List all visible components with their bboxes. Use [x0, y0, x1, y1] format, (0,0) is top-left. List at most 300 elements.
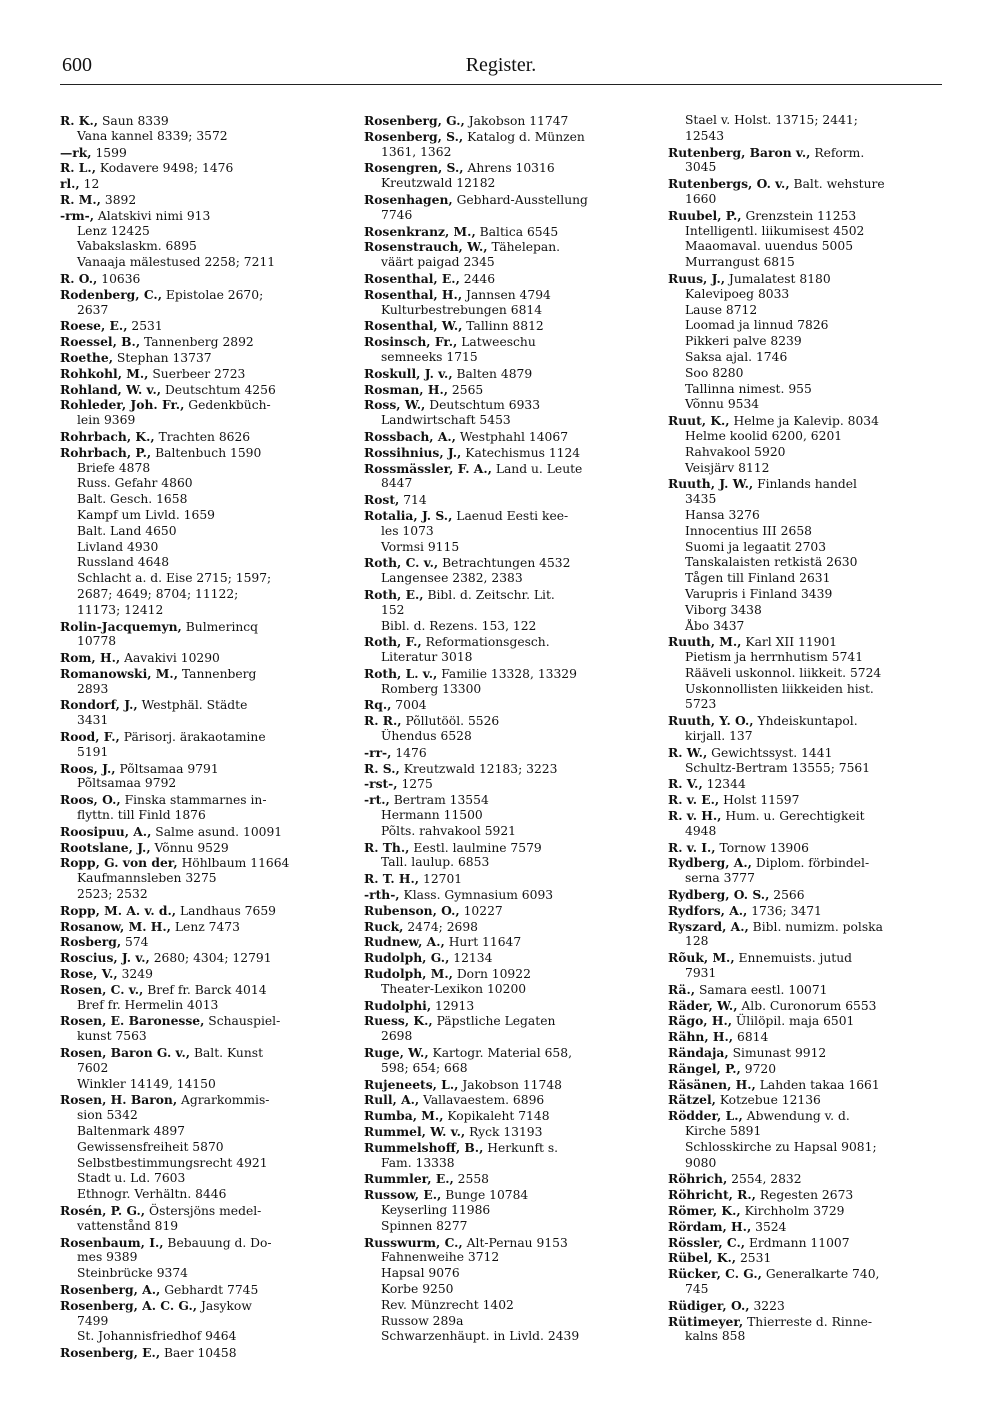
index-subentry: 128 — [685, 934, 709, 949]
entry-text: 9720 — [740, 1061, 777, 1076]
index-entry — [60, 318, 336, 334]
entry-author: Rummel, W. v., — [364, 1124, 466, 1139]
index-entry — [60, 271, 336, 287]
entry-text: Jumalatest 8180 — [725, 271, 831, 286]
index-subentry: väärt paigad 2345 — [381, 255, 495, 270]
entry-author: Roth, F., — [364, 634, 422, 650]
entry-text: Lenz 7473 — [170, 919, 240, 934]
index-subentry: Briefe 4878 — [77, 460, 151, 475]
index-entry — [668, 1187, 944, 1203]
entry-author: R. K., — [60, 113, 99, 128]
index-entry — [364, 192, 640, 208]
index-entry — [364, 1077, 640, 1093]
index-entry — [60, 445, 336, 461]
index-entry — [60, 1298, 336, 1314]
entry-text: Agrarkommis- — [177, 1093, 270, 1108]
entry-author: Räsänen, H., — [668, 1076, 756, 1092]
entry-author: Ruubel, P., — [668, 207, 742, 223]
index-entry — [60, 366, 336, 382]
entry-author: Röhricht, R., — [668, 1187, 756, 1203]
entry-author: Roethe, — [60, 349, 113, 365]
entry-author: Rosenhagen, — [364, 191, 453, 207]
index-subentry: Hansa 3276 — [685, 507, 760, 522]
entry-author: Rändaja, — [668, 1045, 729, 1061]
entry-text: Põltsamaa 9791 — [115, 761, 219, 776]
index-entry — [60, 1203, 336, 1219]
entry-text: Erdmann 11007 — [745, 1235, 850, 1250]
entry-author: Röhrich, — [668, 1171, 728, 1187]
index-entry — [668, 1314, 944, 1330]
entry-author: Rücker, C. G., — [668, 1266, 762, 1282]
index-subentry: Kreutzwald 12182 — [381, 176, 496, 191]
index-subentry: 3045 — [685, 160, 717, 175]
entry-author: Rosenkranz, M., — [364, 223, 476, 239]
index-subentry: Pietism ja herrnhutism 5741 — [685, 650, 864, 665]
index-subentry: Fam. 13338 — [381, 1155, 455, 1170]
index-entry — [364, 966, 640, 982]
index-subentry: Landwirtschaft 5453 — [381, 413, 511, 428]
entry-author: Räder, W., — [668, 997, 738, 1013]
index-entry — [668, 982, 944, 998]
index-entry — [668, 1235, 944, 1251]
entry-text: 1275 — [397, 777, 433, 792]
index-subentry: Rääveli uskonnol. liikkeit. 5724 — [685, 665, 882, 680]
index-entry — [364, 287, 640, 303]
entry-author: R. v. E., — [668, 792, 720, 808]
index-subentry: Murrangust 6815 — [685, 255, 795, 270]
entry-text: 574 — [121, 935, 149, 950]
entry-text: Baltenbuch 1590 — [151, 445, 262, 460]
entry-text: Finlands handel — [753, 477, 857, 492]
index-entry — [60, 1235, 336, 1251]
entry-text: Generalkarte 740, — [761, 1267, 880, 1282]
index-column-2 — [364, 113, 640, 1345]
entry-author: Rubenson, O., — [364, 902, 460, 918]
index-subentry: kunst 7563 — [77, 1029, 147, 1044]
entry-author: Rossihnius, J., — [364, 444, 462, 460]
entry-text: Epistolae 2670; — [161, 287, 264, 302]
page-header — [60, 54, 942, 85]
entry-text: Westphahl 14067 — [455, 429, 569, 444]
entry-text: 1476 — [391, 745, 427, 760]
entry-text: Baer 10458 — [160, 1346, 237, 1361]
entry-author: R. V., — [668, 776, 703, 792]
entry-text: Abwendung v. d. — [742, 1109, 850, 1124]
entry-text: Salme asund. 10091 — [151, 824, 283, 839]
index-subentry: St. Johannisfriedhof 9464 — [77, 1329, 237, 1344]
index-subentry: Varupris i Finland 3439 — [685, 586, 833, 601]
entry-author: Roos, O., — [60, 792, 121, 808]
entry-text: Betrachtungen 4532 — [438, 556, 571, 571]
index-entry — [364, 840, 640, 856]
entry-author: Rängel, P., — [668, 1060, 741, 1076]
entry-text: Tannenberg — [177, 666, 257, 681]
entry-author: -rr-, — [364, 744, 392, 760]
index-entry — [364, 160, 640, 176]
entry-text: Gebhard-Ausstellung — [452, 192, 588, 207]
index-entry — [668, 919, 944, 935]
index-entry — [60, 697, 336, 713]
entry-author: Rydfors, A., — [668, 902, 748, 918]
entry-author: Ruuth, Y. O., — [668, 713, 754, 729]
index-subentry: Korbe 9250 — [381, 1281, 454, 1296]
entry-author: Ryszard, A., — [668, 918, 749, 934]
entry-text: Hum. u. Gerechtigkeit — [721, 809, 865, 824]
entry-author: Rosenthal, E., — [364, 270, 460, 286]
index-entry — [60, 792, 336, 808]
entry-text: Herkunft s. — [483, 1140, 559, 1155]
index-entry — [364, 934, 640, 950]
index-entry — [364, 587, 640, 603]
entry-author: Rohrbach, P., — [60, 444, 152, 460]
index-subentry: Bref fr. Hermelin 4013 — [77, 997, 219, 1012]
index-entry — [60, 113, 336, 129]
index-subentry: Ühendus 6528 — [381, 729, 472, 744]
entry-author: Rägo, H., — [668, 1013, 733, 1029]
entry-text: Kopikaleht 7148 — [443, 1109, 550, 1124]
index-entry — [364, 887, 640, 903]
index-entry — [364, 1013, 640, 1029]
index-subentry: semneeks 1715 — [381, 349, 478, 364]
index-entry — [364, 224, 640, 240]
index-entry — [364, 998, 640, 1014]
entry-text: Jakobson 11747 — [464, 114, 569, 128]
entry-author: Rohleder, Joh. Fr., — [60, 397, 185, 413]
index-subentry: Balt. Land 4650 — [77, 523, 177, 538]
entry-text: Bertram 13554 — [389, 793, 489, 808]
entry-author: Roscius, J. v., — [60, 950, 150, 966]
index-subentry: Steinbrücke 9374 — [77, 1266, 188, 1281]
entry-text: 3892 — [100, 192, 137, 207]
index-entry — [60, 855, 336, 871]
entry-author: R. L., — [60, 160, 96, 176]
entry-author: Rolin-Jacquemyn, — [60, 618, 182, 634]
entry-author: R. v. I., — [668, 839, 716, 855]
entry-text: Tannenberg 2892 — [140, 335, 254, 350]
index-subentry: Kampf um Livld. 1659 — [77, 507, 215, 522]
entry-author: Rood, F., — [60, 729, 120, 745]
index-subentry: serna 3777 — [685, 871, 755, 886]
index-entry — [668, 1219, 944, 1235]
entry-author: Rydberg, O. S., — [668, 887, 770, 903]
index-entry — [60, 1013, 336, 1029]
entry-text: Kirchholm 3729 — [740, 1203, 845, 1218]
entry-author: Rosenberg, E., — [60, 1345, 161, 1361]
index-subentry: Schlacht a. d. Eise 2715; 1597; — [77, 571, 272, 586]
entry-author: R. O., — [60, 270, 98, 286]
index-entry — [668, 1013, 944, 1029]
index-subentry: Intelligentl. liikumisest 4502 — [685, 223, 865, 238]
index-entry — [60, 666, 336, 682]
entry-author: —rk, — [60, 144, 92, 160]
entry-text: 10227 — [459, 903, 503, 918]
entry-author: Rohkohl, M., — [60, 365, 149, 381]
entry-text: Hurt 11647 — [444, 935, 522, 950]
index-entry — [60, 919, 336, 935]
entry-text: Gebhardt 7745 — [160, 1282, 259, 1297]
index-entry — [364, 1235, 640, 1251]
entry-text: Trachten 8626 — [154, 429, 251, 444]
entry-text: Deutschtum 4256 — [161, 382, 276, 397]
index-subentry: Veisjärv 8112 — [685, 460, 770, 475]
index-entry — [60, 761, 336, 777]
entry-text: 2446 — [459, 271, 496, 286]
index-subentry: kalns 858 — [685, 1329, 746, 1344]
index-subentry: 10778 — [77, 634, 117, 649]
entry-author: Rosenstrauch, W., — [364, 239, 488, 255]
entry-author: Rosenberg, G., — [364, 113, 465, 128]
index-subentry: 2893 — [77, 681, 109, 696]
index-column-3 — [668, 113, 944, 1345]
index-entry — [60, 1045, 336, 1061]
index-subentry: Spinnen 8277 — [381, 1218, 468, 1233]
entry-text: Jasykow — [197, 1298, 252, 1313]
entry-author: Ropp, G. von der, — [60, 855, 178, 871]
entry-text: Reformationsgesch. — [421, 635, 550, 650]
index-subentry: 11173; 12412 — [77, 602, 164, 617]
index-subentry: Romberg 13300 — [381, 681, 482, 696]
entry-author: Russow, E., — [364, 1187, 442, 1203]
entry-text: Lahden takaa 1661 — [755, 1077, 880, 1092]
index-entry — [364, 113, 640, 129]
entry-text: Karl XII 11901 — [741, 635, 838, 650]
entry-text: Võnnu 9529 — [150, 840, 229, 855]
index-entry — [60, 619, 336, 635]
index-entry — [364, 666, 640, 682]
entry-author: Rootslane, J., — [60, 839, 151, 855]
entry-author: Ruge, W., — [364, 1045, 429, 1061]
entry-text: 12134 — [449, 951, 493, 966]
entry-author: Rä., — [668, 981, 696, 997]
index-entry — [60, 982, 336, 998]
entry-text: 2558 — [453, 1172, 489, 1187]
entry-author: Roth, L. v., — [364, 665, 438, 681]
index-entry — [364, 397, 640, 413]
index-subentry: 2687; 4649; 8704; 11122; — [77, 586, 239, 601]
entry-author: Rosen, Baron G. v., — [60, 1045, 191, 1061]
index-entry — [364, 318, 640, 334]
entry-text: 2565 — [448, 382, 484, 397]
entry-text: Alt-Pernau 9153 — [462, 1235, 568, 1250]
entry-text: Tähelepan. — [487, 240, 561, 255]
index-column-1 — [60, 113, 336, 1361]
entry-text: Latweeschu — [457, 335, 536, 350]
entry-author: Römer, K., — [668, 1202, 741, 1218]
index-subentry: les 1073 — [381, 523, 434, 538]
entry-author: Rosenthal, H., — [364, 286, 463, 302]
index-entry — [364, 903, 640, 919]
entry-author: Rondorf, J., — [60, 697, 138, 713]
index-entry — [364, 634, 640, 650]
entry-text: Päpstliche Legaten — [432, 1014, 556, 1029]
index-entry — [668, 1029, 944, 1045]
index-entry — [364, 761, 640, 777]
entry-text: 2680; 4304; 12791 — [149, 951, 272, 966]
entry-author: Roskull, J. v., — [364, 365, 453, 381]
entry-author: Rossmässler, F. A., — [364, 460, 492, 476]
index-subentry: Loomad ja linnud 7826 — [685, 318, 829, 333]
entry-author: Rõuk, M., — [668, 950, 735, 966]
entry-text: Finska stammarnes in- — [120, 793, 267, 808]
entry-author: Rossbach, A., — [364, 428, 456, 444]
entry-text: Bebauung d. Do- — [163, 1235, 272, 1250]
index-subentry: kirjall. 137 — [685, 729, 753, 744]
index-subentry: Innocentius III 2658 — [685, 523, 812, 538]
index-subentry: Saksa ajal. 1746 — [685, 349, 788, 364]
index-subentry: Schlosskirche zu Hapsal 9081; — [685, 1139, 877, 1154]
entry-text: Aavakivi 10290 — [120, 651, 220, 666]
entry-author: Rujeneets, L., — [364, 1076, 459, 1092]
entry-text: Kodavere 9498; 1476 — [96, 161, 234, 176]
index-entry — [668, 176, 944, 192]
index-entry — [364, 792, 640, 808]
index-subentry: Russow 289a — [381, 1313, 464, 1328]
entry-author: R. W., — [668, 744, 708, 760]
entry-author: Rost, — [364, 492, 400, 508]
entry-author: R. v. H., — [668, 808, 722, 824]
entry-text: Saun 8339 — [98, 114, 169, 128]
index-subentry: Schultz-Bertram 13555; 7561 — [685, 760, 871, 775]
entry-text: Kreutzwald 12183; 3223 — [399, 761, 558, 776]
index-entry — [668, 840, 944, 856]
entry-text: Pärisorj. ärakaotamine — [119, 730, 266, 745]
entry-text: Gewichtssyst. 1441 — [707, 745, 833, 760]
index-entry — [364, 1140, 640, 1156]
index-subentry: 7746 — [381, 207, 413, 222]
index-subentry: Maaomaval. uuendus 5005 — [685, 239, 854, 254]
entry-text: Deutschtum 6933 — [425, 398, 541, 413]
entry-text: 2474; 2698 — [403, 919, 479, 934]
index-entry — [60, 729, 336, 745]
entry-author: Ruuth, M., — [668, 634, 742, 650]
entry-author: Rördam, H., — [668, 1218, 752, 1234]
index-subentry: 4948 — [685, 823, 717, 838]
index-entry — [668, 145, 944, 161]
entry-author: R. M., — [60, 191, 101, 207]
index-entry — [668, 413, 944, 429]
entry-text: Balt. wehsture — [789, 177, 885, 192]
entry-text: 10636 — [97, 271, 141, 286]
entry-text: Katechismus 1124 — [461, 445, 581, 460]
index-entry — [60, 160, 336, 176]
entry-author: Roosipuu, A., — [60, 823, 152, 839]
index-subentry: 7602 — [77, 1060, 109, 1075]
entry-author: Ruus, J., — [668, 270, 726, 286]
index-subentry: Russland 4648 — [77, 555, 170, 570]
index-subentry: Pikkeri palve 8239 — [685, 334, 802, 349]
index-subentry: Põlts. rahvakool 5921 — [381, 823, 516, 838]
index-entry — [668, 1092, 944, 1108]
index-subentry: mes 9389 — [77, 1250, 138, 1265]
entry-author: Rull, A., — [364, 1092, 420, 1108]
index-subentry: 598; 654; 668 — [381, 1060, 468, 1075]
index-subentry: Keyserling 11986 — [381, 1202, 491, 1217]
index-entry — [364, 1045, 640, 1061]
index-entry — [668, 855, 944, 871]
index-subentry: 152 — [381, 602, 405, 617]
index-entry — [668, 1203, 944, 1219]
entry-text: Klass. Gymnasium 6093 — [399, 888, 554, 903]
index-subentry: vattenstånd 819 — [77, 1218, 179, 1233]
index-entry — [60, 334, 336, 350]
entry-author: Rumba, M., — [364, 1108, 444, 1124]
entry-author: Rq., — [364, 697, 392, 713]
index-subentry: Livland 4930 — [77, 539, 159, 554]
index-entry — [364, 461, 640, 477]
entry-text: 3524 — [751, 1219, 787, 1234]
index-entry — [364, 697, 640, 713]
entry-text: Jakobson 11748 — [458, 1077, 562, 1092]
index-subentry: 12543 — [685, 128, 725, 143]
entry-author: Rätzel, — [668, 1092, 716, 1108]
entry-author: Rosenberg, A. C. G., — [60, 1297, 198, 1313]
index-entry — [364, 271, 640, 287]
index-entry — [668, 1108, 944, 1124]
index-entry — [668, 1250, 944, 1266]
index-subentry: Vanaaja mälestused 2258; 7211 — [77, 255, 276, 270]
entry-text: Kotzebue 12136 — [715, 1093, 821, 1108]
index-subentry: Põltsamaa 9792 — [77, 776, 177, 791]
entry-author: Roos, J., — [60, 760, 116, 776]
index-subentry: Rahvakool 5920 — [685, 444, 786, 459]
entry-text: Diplom. förbindel- — [751, 856, 870, 871]
index-entry — [364, 239, 640, 255]
index-entry — [60, 1282, 336, 1298]
index-subentry: Schwarzenhäupt. in Livld. 2439 — [381, 1329, 580, 1344]
index-entry — [60, 397, 336, 413]
entry-text: 1736; 3471 — [747, 903, 822, 918]
entry-text: 2566 — [769, 888, 805, 903]
index-subentry: Kulturbestrebungen 6814 — [381, 302, 543, 317]
index-subentry: Tanskalaisten retkistä 2630 — [685, 555, 858, 570]
index-entry — [364, 492, 640, 508]
entry-text: Regesten 2673 — [755, 1188, 854, 1203]
index-entry — [668, 1298, 944, 1314]
index-subentry: Bibl. d. Rezens. 153, 122 — [381, 618, 537, 633]
index-subentry: Tall. laulup. 6853 — [381, 855, 490, 870]
index-entry — [60, 650, 336, 666]
entry-author: Rudolph, M., — [364, 966, 453, 982]
entry-author: Rosenberg, A., — [60, 1281, 161, 1297]
index-entry — [364, 445, 640, 461]
index-entry — [364, 508, 640, 524]
entry-text: Jannsen 4794 — [462, 287, 551, 302]
index-entry — [60, 350, 336, 366]
entry-author: Rosen, H. Baron, — [60, 1092, 178, 1108]
index-subentry: Rev. Münzrecht 1402 — [381, 1297, 514, 1312]
index-entry — [60, 287, 336, 303]
index-subentry: 3435 — [685, 492, 717, 507]
index-subentry: 745 — [685, 1281, 709, 1296]
entry-author: Rähn, H., — [668, 1029, 734, 1045]
entry-author: Roth, C. v., — [364, 555, 439, 571]
index-entry — [668, 476, 944, 492]
index-entry — [364, 871, 640, 887]
entry-author: Ruess, K., — [364, 1013, 433, 1029]
entry-text: Suerbeer 2723 — [148, 366, 246, 381]
entry-author: Rübel, K., — [668, 1250, 737, 1266]
index-entry — [364, 334, 640, 350]
entry-text: Holst 11597 — [719, 793, 800, 808]
entry-text: 3223 — [749, 1298, 785, 1313]
index-entry — [364, 129, 640, 145]
entry-text: 3249 — [117, 967, 153, 982]
index-subentry: Kalevipoeg 8033 — [685, 286, 790, 301]
index-entry — [60, 145, 336, 161]
entry-author: Rosinsch, Fr., — [364, 334, 458, 350]
entry-text: Tallinn 8812 — [462, 319, 544, 334]
index-subentry: Tågen till Finland 2631 — [685, 571, 831, 586]
